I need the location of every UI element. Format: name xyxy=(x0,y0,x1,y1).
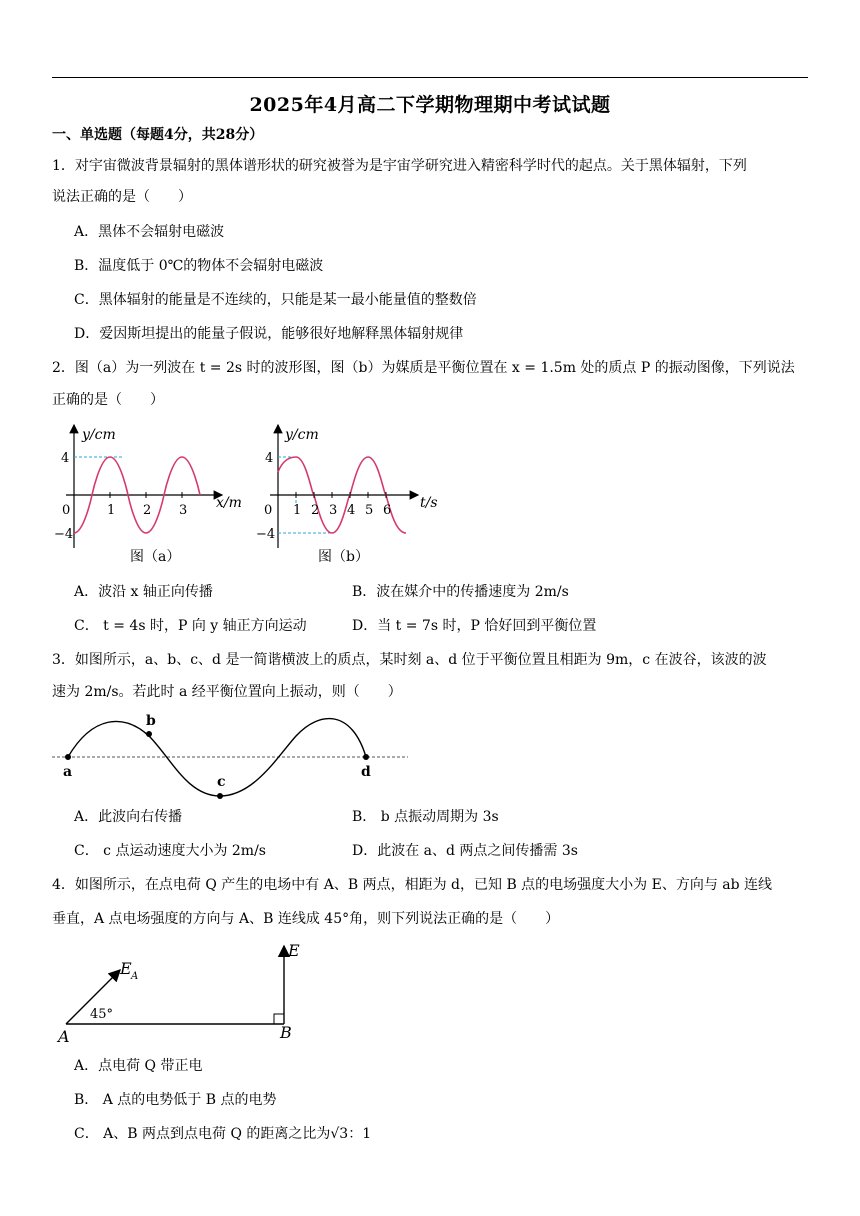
field-a-subscript: A xyxy=(131,971,139,982)
q4-stem-line2: 垂直，A 点电场强度的方向与 A、B 连线成 45°角，则下列说法正确的是（ ） xyxy=(52,911,560,927)
t-label: t/s xyxy=(420,495,438,511)
q4-option-b: B． A 点的电势低于 B 点的电势 xyxy=(74,1092,277,1108)
q2-figure-a xyxy=(52,420,262,570)
t-tick-5: 5 xyxy=(365,503,374,518)
y-tick-4: 4 xyxy=(61,451,70,466)
y-tick-neg4: −4 xyxy=(256,527,276,542)
q4-option-a: A．点电荷 Q 带正电 xyxy=(74,1058,203,1074)
y-label: y/cm xyxy=(82,427,116,443)
figure-caption: 图（a） xyxy=(130,549,181,565)
q1-option-d: D．爱因斯坦提出的能量子假说，能够很好地解释黑体辐射规律 xyxy=(74,326,464,342)
q2-option-b: B．波在媒介中的传播速度为 2m/s xyxy=(352,584,569,600)
field-b-label: E xyxy=(288,941,300,960)
point-d-label: d xyxy=(361,764,371,780)
q4-option-c: C． A、B 两点到点电荷 Q 的距离之比为√3：1 xyxy=(74,1126,372,1142)
x-tick-2: 2 xyxy=(143,503,152,518)
t-tick-4: 4 xyxy=(347,503,356,518)
angle-label: 45° xyxy=(90,1007,114,1022)
q1-option-c: C．黑体辐射的能量是不连续的，只能是某一最小能量值的整数倍 xyxy=(74,292,477,308)
point-b-label: B xyxy=(280,1023,292,1042)
section-heading: 一、单选题（每题4分，共28分） xyxy=(52,127,264,143)
x-tick-3: 3 xyxy=(179,503,188,518)
point-b-label: b xyxy=(146,713,156,729)
q3-stem-line2: 速为 2m/s。若此时 a 经平衡位置向上振动，则（ ） xyxy=(52,684,402,700)
q3-figure xyxy=(52,710,412,802)
field-a-label: E xyxy=(120,959,132,978)
q2-option-d: D．当 t = 7s 时，P 恰好回到平衡位置 xyxy=(352,618,597,634)
x-label: x/m xyxy=(216,495,242,511)
point-a-label: A xyxy=(58,1027,70,1046)
t-tick-3: 3 xyxy=(329,503,338,518)
point-c-marker xyxy=(217,793,223,799)
q4-stem-line1: 4．如图所示，在点电荷 Q 产生的电场中有 A、B 两点，相距为 d，已知 B 点的电场强度大小为 E、方向与 ab 连线 xyxy=(52,877,773,893)
q4-figure xyxy=(52,936,312,1046)
header-rule xyxy=(52,77,808,78)
point-b-marker xyxy=(146,731,152,737)
t-tick-0: 0 xyxy=(264,503,273,518)
t-tick-6: 6 xyxy=(383,503,392,518)
q3-stem-line1: 3．如图所示，a、b、c、d 是一简谐横波上的质点，某时刻 a、d 位于平衡位置且相距为 9m，c 在波谷，该波的波 xyxy=(52,652,767,668)
t-tick-2: 2 xyxy=(311,503,320,518)
q3-option-b: B． b 点振动周期为 3s xyxy=(352,809,499,825)
q1-option-a: A．黑体不会辐射电磁波 xyxy=(74,224,225,240)
x-tick-1: 1 xyxy=(107,503,116,518)
y-tick-4: 4 xyxy=(265,451,274,466)
point-d-marker xyxy=(363,754,369,760)
point-a-marker xyxy=(65,754,71,760)
q1-stem-line2: 说法正确的是（ ） xyxy=(52,189,192,205)
q2-option-a: A．波沿 x 轴正向传播 xyxy=(74,584,213,600)
q1-stem-line1: 1．对宇宙微波背景辐射的黑体谱形状的研究被誉为是宇宙学研究进入精密科学时代的起点。关于黑体辐射，下列 xyxy=(52,158,747,174)
figure-caption: 图（b） xyxy=(318,549,369,565)
q2-option-c: C． t = 4s 时，P 向 y 轴正方向运动 xyxy=(74,618,307,634)
q1-option-b: B．温度低于 0℃的物体不会辐射电磁波 xyxy=(74,258,324,274)
q3-option-d: D．此波在 a、d 两点之间传播需 3s xyxy=(352,843,578,859)
q3-option-c: C． c 点运动速度大小为 2m/s xyxy=(74,843,266,859)
q2-stem-line2: 正确的是（ ） xyxy=(52,392,164,408)
q2-stem-line1: 2．图（a）为一列波在 t = 2s 时的波形图，图（b）为媒质是平衡位置在 x = 1.5m 处的质点 P 的振动图像，下列说法 xyxy=(52,360,795,376)
page-title: 2025年4月高二下学期物理期中考试试题 xyxy=(249,94,611,116)
point-a-label: a xyxy=(63,764,73,780)
x-tick-0: 0 xyxy=(62,503,71,518)
y-tick-neg4: −4 xyxy=(54,527,74,542)
point-c-label: c xyxy=(217,774,226,790)
t-tick-1: 1 xyxy=(293,503,302,518)
y-label: y/cm xyxy=(285,427,319,443)
q2-figure-b xyxy=(252,420,452,570)
q3-option-a: A．此波向右传播 xyxy=(74,809,183,825)
